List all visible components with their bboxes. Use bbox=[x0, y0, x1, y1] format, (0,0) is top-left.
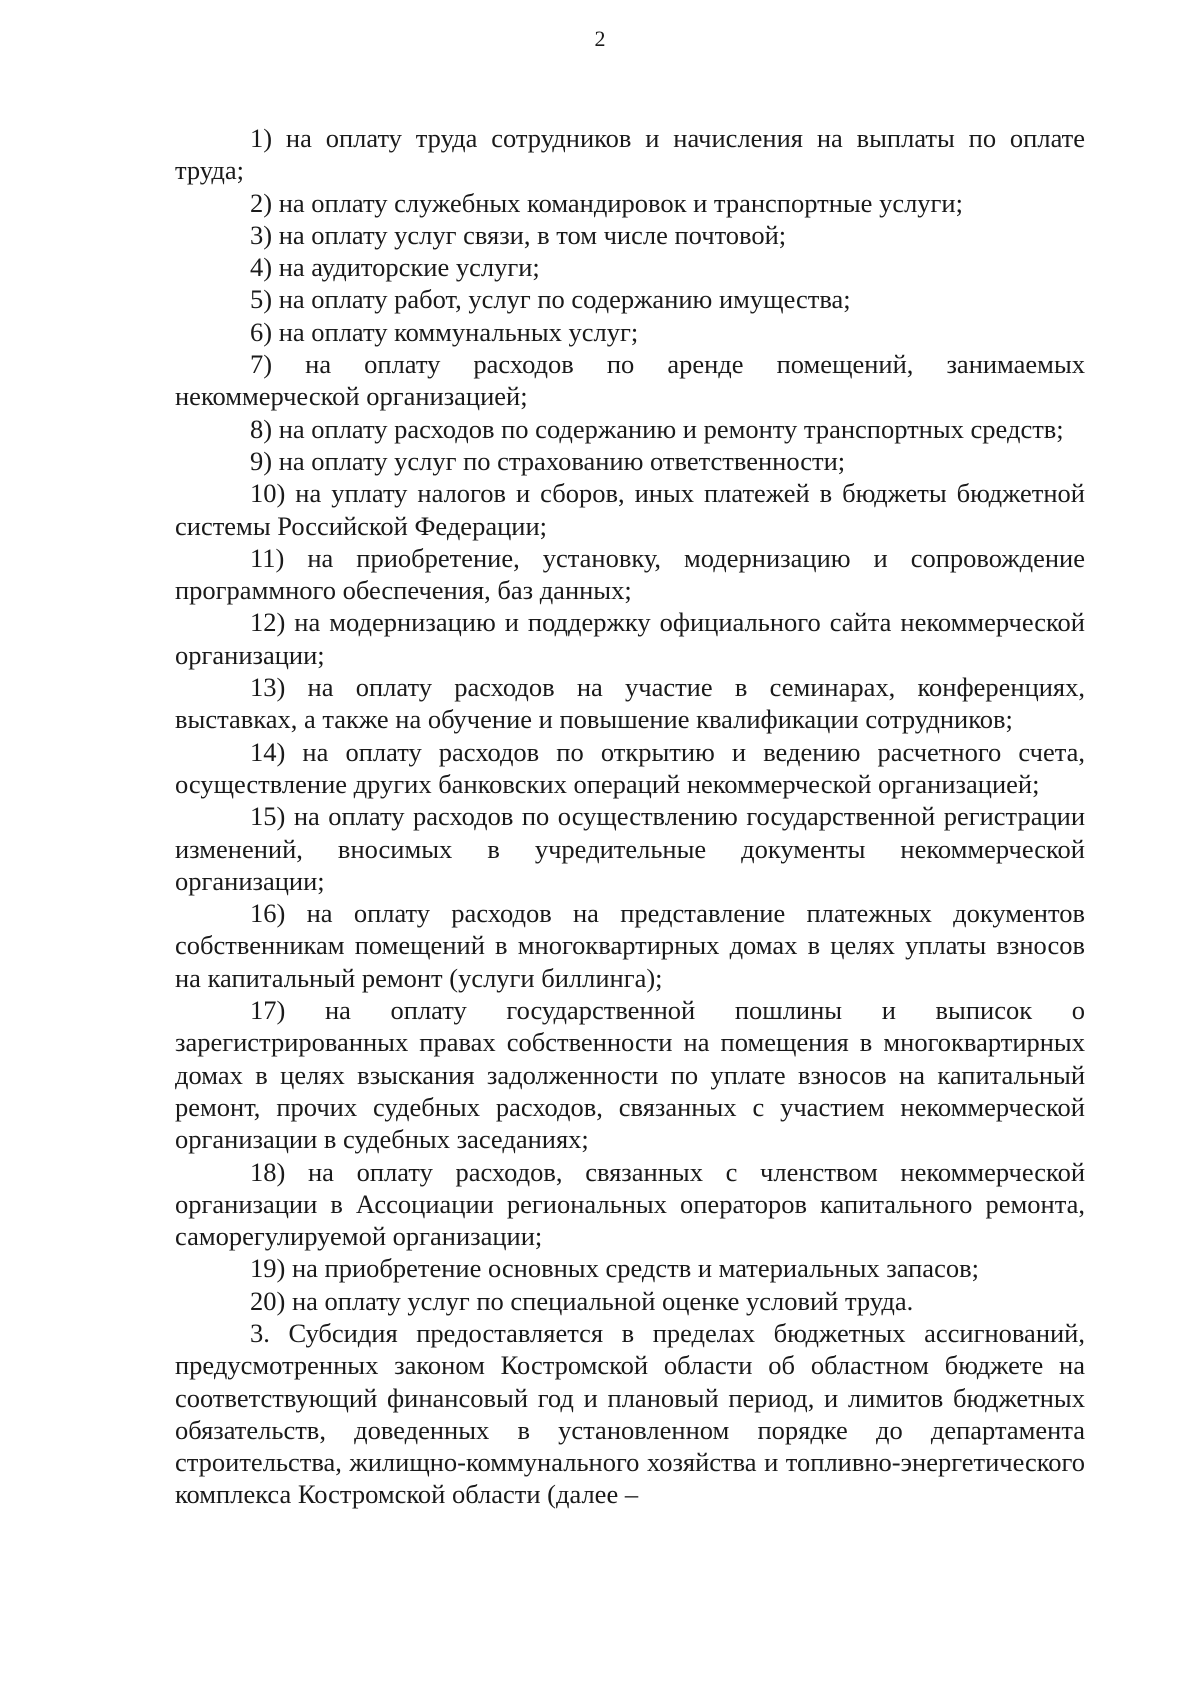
list-item-20: 20) на оплату услуг по специальной оценке условий труда. bbox=[250, 1285, 914, 1316]
list-item-4: 4) на аудиторские услуги; bbox=[250, 252, 540, 283]
list-item-10: 10) на уплату налогов и сборов, иных платежей в бюджеты бюджетной системы Российской Федерации; bbox=[175, 478, 1085, 541]
list-item-16: 16) на оплату расходов на представление платежных документов собственникам помещений в многоквартирных домах в целях уплаты взносов на капитальный ремонт (услуги биллинга); bbox=[175, 898, 1085, 993]
list-item-11: 11) на приобретение, установку, модернизацию и сопровождение программного обеспечения, баз данных; bbox=[175, 542, 1085, 606]
clause-3: 3. Субсидия предоставляется в пределах бюджетных ассигнований, предусмотренных законом Костромской области об областном бюджете на соответствующий финансовый год и плановый период, и лимитов бюджетных обязательств, доведенных в установленном порядке до департамента строительства, жилищно-коммунального хозяйства и топливно-энергетического комплекса Костромской области (далее – bbox=[175, 1317, 1085, 1510]
list-item-8: 8) на оплату расходов по содержанию и ремонту транспортных средств; bbox=[250, 413, 1064, 444]
list-item-9: 9) на оплату услуг по страхованию ответственности; bbox=[250, 445, 846, 476]
list-item-3: 3) на оплату услуг связи, в том числе почтовой; bbox=[250, 219, 787, 250]
list-item-17: 17) на оплату государственной пошлины и выписок о зарегистрированных правах собственности на помещения в многоквартирных домах в целях взыскания задолженности по уплате взносов на капитальный ремонт, прочих судебных расходов, связанных с участием некоммерческой организации в судебных заседаниях; bbox=[175, 995, 1085, 1155]
list-item-14: 14) на оплату расходов по открытию и ведению расчетного счета, осуществление других банковских операций некоммерческой организацией; bbox=[175, 736, 1085, 799]
document-body bbox=[175, 122, 1085, 1511]
list-item-1: 1) на оплату труда сотрудников и начисления на выплаты по оплате труда; bbox=[175, 123, 1085, 186]
list-item-2: 2) на оплату служебных командировок и транспортные услуги; bbox=[250, 187, 963, 218]
list-item-19: 19) на приобретение основных средств и материальных запасов; bbox=[250, 1253, 979, 1284]
page-number: 2 bbox=[594, 26, 606, 51]
list-item-7: 7) на оплату расходов по аренде помещений, занимаемых некоммерческой организацией; bbox=[175, 349, 1085, 412]
list-item-12: 12) на модернизацию и поддержку официального сайта некоммерческой организации; bbox=[175, 607, 1085, 670]
list-item-18: 18) на оплату расходов, связанных с членством некоммерческой организации в Ассоциации региональных операторов капитального ремонта, саморегулируемой организации; bbox=[175, 1156, 1085, 1252]
list-item-6: 6) на оплату коммунальных услуг; bbox=[250, 316, 639, 347]
list-item-13: 13) на оплату расходов на участие в семинарах, конференциях, выставках, а также на обучение и повышение квалификации сотрудников; bbox=[175, 672, 1085, 735]
list-item-5: 5) на оплату работ, услуг по содержанию имущества; bbox=[250, 284, 851, 315]
list-item-15: 15) на оплату расходов по осуществлению государственной регистрации изменений, вносимых в учредительные документы некоммерческой организации; bbox=[175, 801, 1085, 896]
